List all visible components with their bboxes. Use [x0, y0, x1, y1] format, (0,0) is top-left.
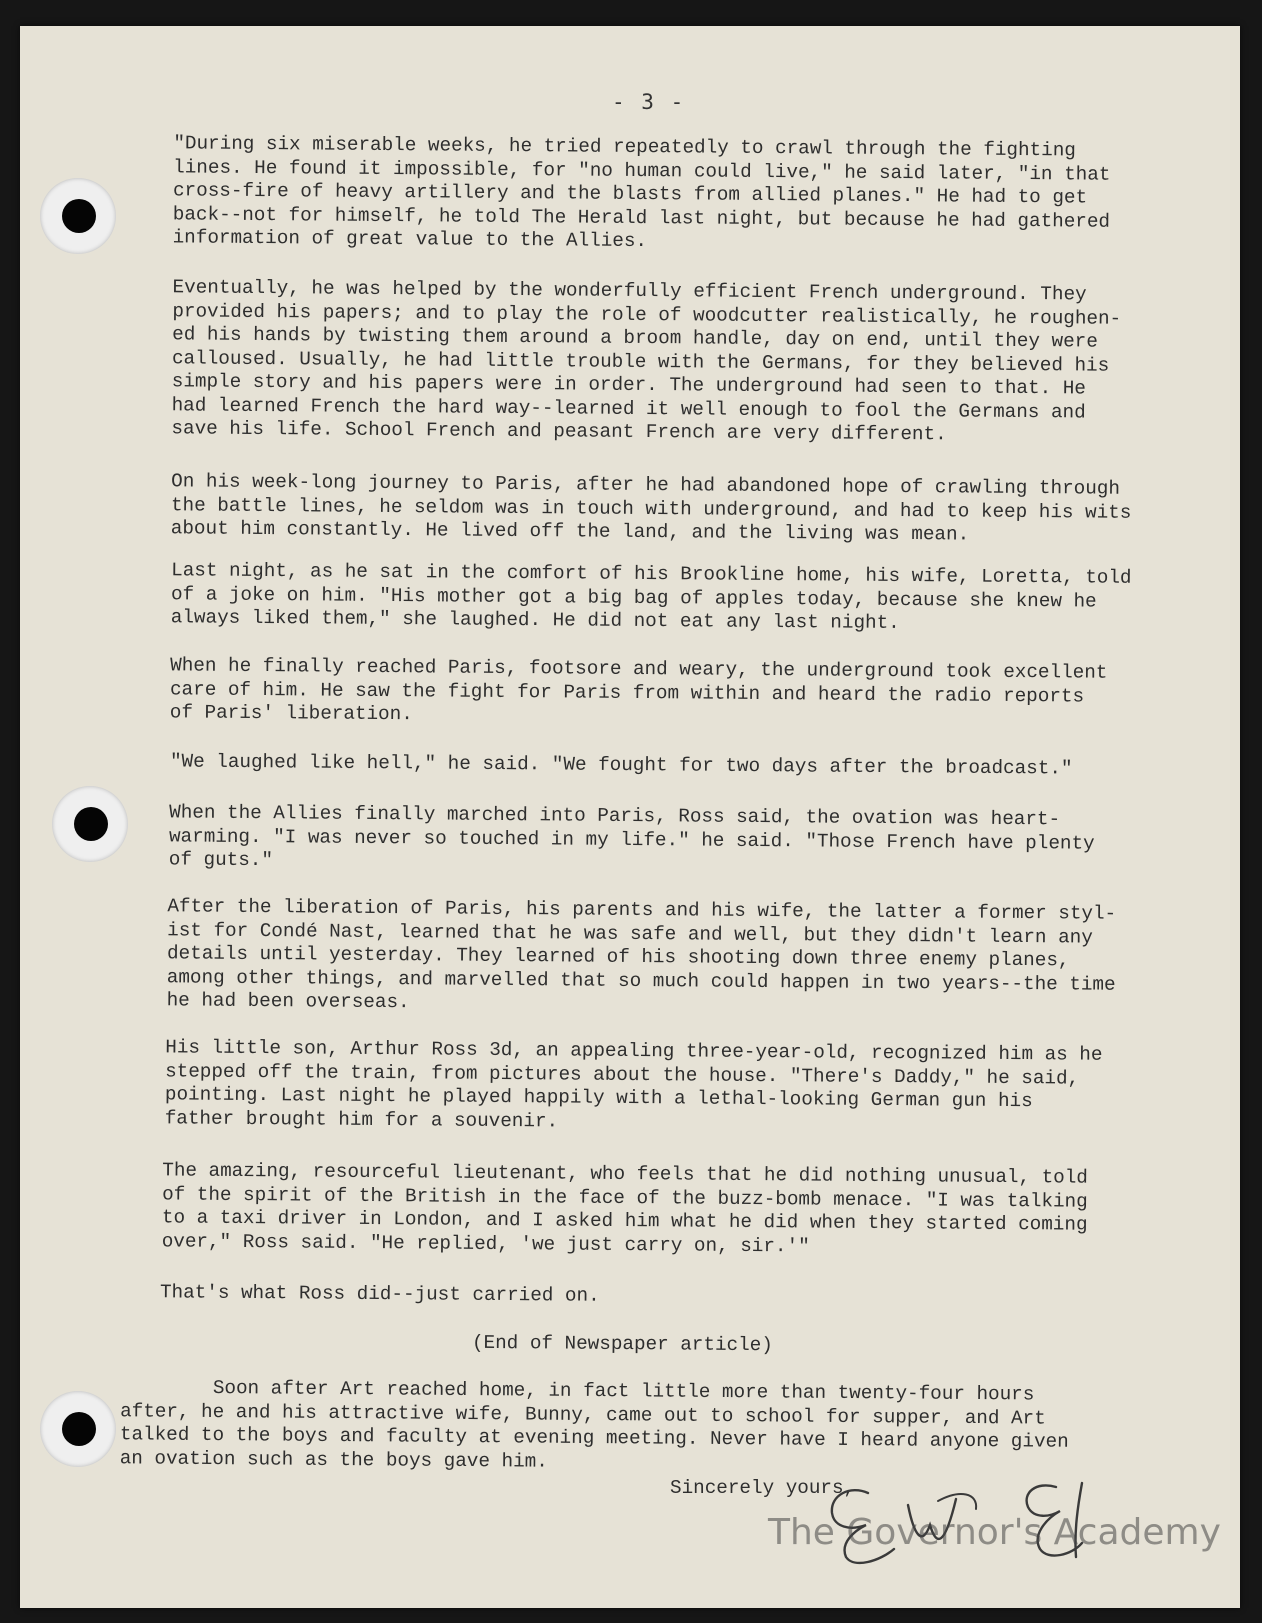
paragraph-1: "During six miserable weeks, he tried repeatedly to crawl through the fighting lines. He found it impossible, for "no human could live," he said later, "in that cross-fire of heavy artillery and the blasts from allied planes." He had to get back--not for himself, he told The Herald last night, but because he had gathered information of great value to the Allies.	[172, 132, 1111, 253]
paragraph-4: Last night, as he sat in the comfort of his Brookline home, his wife, Loretta, told of a joke on him. "His mother got a big bag of apples today, because she knew he always liked them," she laughed. He did not eat any last night.	[170, 559, 1132, 634]
paragraph-11: That's what Ross did--just carried on.	[159, 1281, 600, 1307]
watermark: The Governor's Academy	[768, 1512, 1221, 1553]
paragraph-5: When he finally reached Paris, footsore and weary, the underground took excellent care of him. He saw the fight for Paris from within and heard the radio reports of Paris' liberation.	[169, 654, 1108, 726]
paragraph-12: Soon after Art reached home, in fact little more than twenty-four hours after, he and his attractive wife, Bunny, came out to school for supper, and Art talked to the boys and faculty at evening meeting. Never have I heard anyone given an ovation such as the boys gave him.	[119, 1376, 1069, 1473]
punch-hole-middle	[52, 786, 128, 862]
paragraph-7: When the Allies finally marched into Paris, Ross said, the ovation was heart- warming. "I was never so touched in my life." he said. "Those French have plenty of guts."	[168, 801, 1095, 872]
punch-hole-top	[40, 178, 116, 254]
paragraph-10: The amazing, resourceful lieutenant, who feels that he did nothing unusual, told of the spirit of the British in the face of the buzz-bomb menace. "I was talking to a taxi driver in London, and I asked him what he did when they started coming over," Ross said. "He replied, 'we just carry on, sir.'"	[161, 1159, 1089, 1257]
page-number: - 3 -	[612, 90, 686, 114]
paragraph-9: His little son, Arthur Ross 3d, an appealing three-year-old, recognized him as he stepped off the train, from pictures about the house. "There's Daddy," he said, pointing. Last night he played happily with a lethal-looking German gun his father brought him for a souvenir.	[164, 1036, 1103, 1132]
paragraph-6: "We laughed like hell," he said. "We fought for two days after the broadcast."	[169, 750, 1073, 780]
punch-hole-bottom	[40, 1391, 116, 1467]
end-of-article-note: (End of Newspaper article)	[471, 1331, 773, 1357]
paragraph-3: On his week-long journey to Paris, after he had abandoned hope of crawling through the battle lines, he seldom was in touch with underground, and had to keep his wits about him constantly. He lived off the land, and the living was mean.	[170, 470, 1132, 546]
paragraph-8: After the liberation of Paris, his parents and his wife, the latter a former styl- ist for Condé Nast, learned that he was safe and well, but they didn't learn any details until yesterday. They learned of his shooting down three enemy planes, among other things, and marvelled that so much could happen in two years--the time he had been overseas.	[166, 895, 1117, 1014]
paragraph-2: Eventually, he was helped by the wonderfully efficient French underground. They provided his papers; and to play the role of woodcutter realistically, he roughen- ed his hands by twisting them around a broom handle, day on end, until they were calloused. Usually, he had little trouble with the Germans, for they believed his simple story and his papers were in order. The underground had seen to that. He had learned French the hard way--learned it well enough to fool the Germans and save his life. School French and peasant French are very different.	[171, 276, 1122, 446]
closing-text: Sincerely yours,	[670, 1477, 856, 1499]
